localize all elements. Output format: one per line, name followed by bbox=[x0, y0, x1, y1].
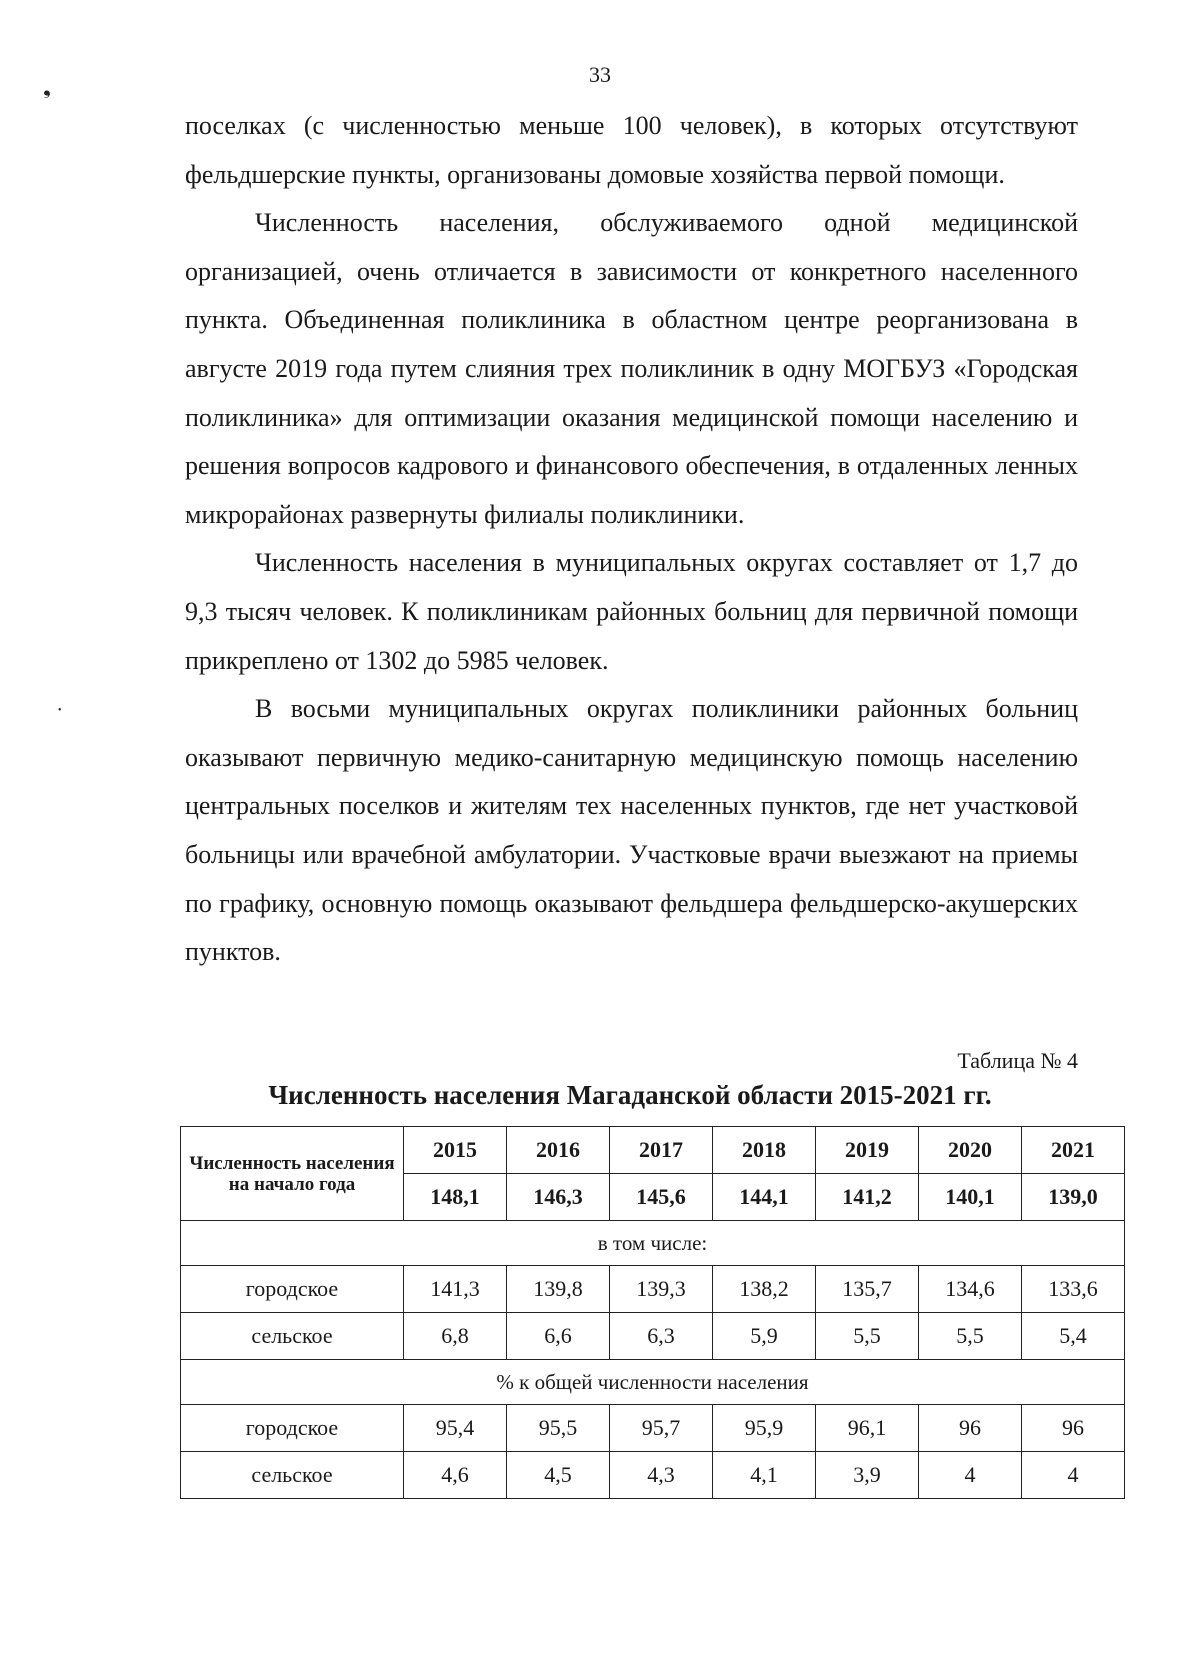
urban-row bbox=[181, 1266, 1125, 1313]
urban-pct-2018: 95,9 bbox=[713, 1405, 816, 1452]
rural-row bbox=[181, 1313, 1125, 1360]
population-table bbox=[180, 1126, 1125, 1499]
year-2020: 2020 bbox=[919, 1127, 1022, 1174]
rural-pct-2018: 4,1 bbox=[713, 1452, 816, 1499]
year-2021: 2021 bbox=[1022, 1127, 1125, 1174]
total-2016: 146,3 bbox=[507, 1174, 610, 1221]
year-header-row bbox=[181, 1127, 1125, 1174]
rural-2017: 6,3 bbox=[610, 1313, 713, 1360]
paragraph-population-served: Численность населения, обслуживаемого одной медицинской организацией, очень отличается в зависимости от конкретного населенного пункта. Объединенная поликлиника в областном центре реорганизована в августе 2019 года путем слияния трех поликлиник в одну МОГБУЗ «Городская поликлиника» для оптимизации оказания медицинской помощи населению и решения вопросов кадрового и финансового обеспечения, в отдаленных ленных микрорайонах развернуты филиалы поликлиники. bbox=[185, 208, 1078, 529]
table-caption: Таблица № 4 bbox=[957, 1048, 1078, 1073]
urban-2021: 133,6 bbox=[1022, 1266, 1125, 1313]
rural-pct-row bbox=[181, 1452, 1125, 1499]
urban-pct-2016: 95,5 bbox=[507, 1405, 610, 1452]
rural-pct-2017: 4,3 bbox=[610, 1452, 713, 1499]
body-text bbox=[185, 102, 1078, 977]
total-2017: 145,6 bbox=[610, 1174, 713, 1221]
urban-2016: 139,8 bbox=[507, 1266, 610, 1313]
urban-pct-2021: 96 bbox=[1022, 1405, 1125, 1452]
rural-pct-2021: 4 bbox=[1022, 1452, 1125, 1499]
year-2017: 2017 bbox=[610, 1127, 713, 1174]
scan-speck-mark: ❟ bbox=[43, 77, 51, 99]
total-2019: 141,2 bbox=[816, 1174, 919, 1221]
year-2018: 2018 bbox=[713, 1127, 816, 1174]
rural-2018: 5,9 bbox=[713, 1313, 816, 1360]
urban-2017: 139,3 bbox=[610, 1266, 713, 1313]
urban-label: городское bbox=[181, 1266, 404, 1313]
year-2016: 2016 bbox=[507, 1127, 610, 1174]
urban-pct-label: городское bbox=[181, 1405, 404, 1452]
urban-2018: 138,2 bbox=[713, 1266, 816, 1313]
urban-2019: 135,7 bbox=[816, 1266, 919, 1313]
urban-2020: 134,6 bbox=[919, 1266, 1022, 1313]
total-2021: 139,0 bbox=[1022, 1174, 1125, 1221]
urban-pct-2019: 96,1 bbox=[816, 1405, 919, 1452]
paragraph-district-polyclinics: В восьми муниципальных округах поликлиники районных больниц оказывают первичную медико-санитарную медицинскую помощь населению центральных поселков и жителям тех населенных пунктов, где нет участковой больницы или врачебной амбулатории. Участковые врачи выезжают на приемы по графику, основную помощь оказывают фельдшера фельдшерско-акушерских пунктов. bbox=[185, 694, 1078, 967]
scan-speck-dot: • bbox=[58, 705, 62, 716]
rural-label: сельское bbox=[181, 1313, 404, 1360]
rural-2015: 6,8 bbox=[404, 1313, 507, 1360]
urban-pct-row bbox=[181, 1405, 1125, 1452]
section-row-percent bbox=[181, 1360, 1125, 1405]
rural-2021: 5,4 bbox=[1022, 1313, 1125, 1360]
year-2019: 2019 bbox=[816, 1127, 919, 1174]
header-label: Численность населения на начало года bbox=[181, 1127, 404, 1221]
urban-pct-2015: 95,4 bbox=[404, 1405, 507, 1452]
rural-2019: 5,5 bbox=[816, 1313, 919, 1360]
rural-pct-2020: 4 bbox=[919, 1452, 1022, 1499]
rural-pct-2015: 4,6 bbox=[404, 1452, 507, 1499]
section-row-including bbox=[181, 1221, 1125, 1266]
rural-2020: 5,5 bbox=[919, 1313, 1022, 1360]
rural-pct-2016: 4,5 bbox=[507, 1452, 610, 1499]
total-2018: 144,1 bbox=[713, 1174, 816, 1221]
rural-pct-2019: 3,9 bbox=[816, 1452, 919, 1499]
page-number: 33 bbox=[589, 62, 611, 87]
section-including-label: в том числе: bbox=[181, 1221, 1125, 1266]
urban-2015: 141,3 bbox=[404, 1266, 507, 1313]
rural-pct-label: сельское bbox=[181, 1452, 404, 1499]
year-2015: 2015 bbox=[404, 1127, 507, 1174]
total-2015: 148,1 bbox=[404, 1174, 507, 1221]
paragraph-continuation: поселках (с численностью меньше 100 человек), в которых отсутствуют фельдшерские пункты, организованы домовые хозяйства первой помощи. bbox=[185, 111, 1078, 189]
total-2020: 140,1 bbox=[919, 1174, 1022, 1221]
table-title: Численность населения Магаданской области 2015-2021 гг. bbox=[268, 1080, 992, 1110]
urban-pct-2017: 95,7 bbox=[610, 1405, 713, 1452]
paragraph-municipal-population: Численность населения в муниципальных округах составляет от 1,7 до 9,3 тысяч человек. К поликлиникам районных больниц для первичной помощи прикреплено от 1302 до 5985 человек. bbox=[185, 548, 1078, 675]
urban-pct-2020: 96 bbox=[919, 1405, 1022, 1452]
rural-2016: 6,6 bbox=[507, 1313, 610, 1360]
section-percent-label: % к общей численности населения bbox=[181, 1360, 1125, 1405]
